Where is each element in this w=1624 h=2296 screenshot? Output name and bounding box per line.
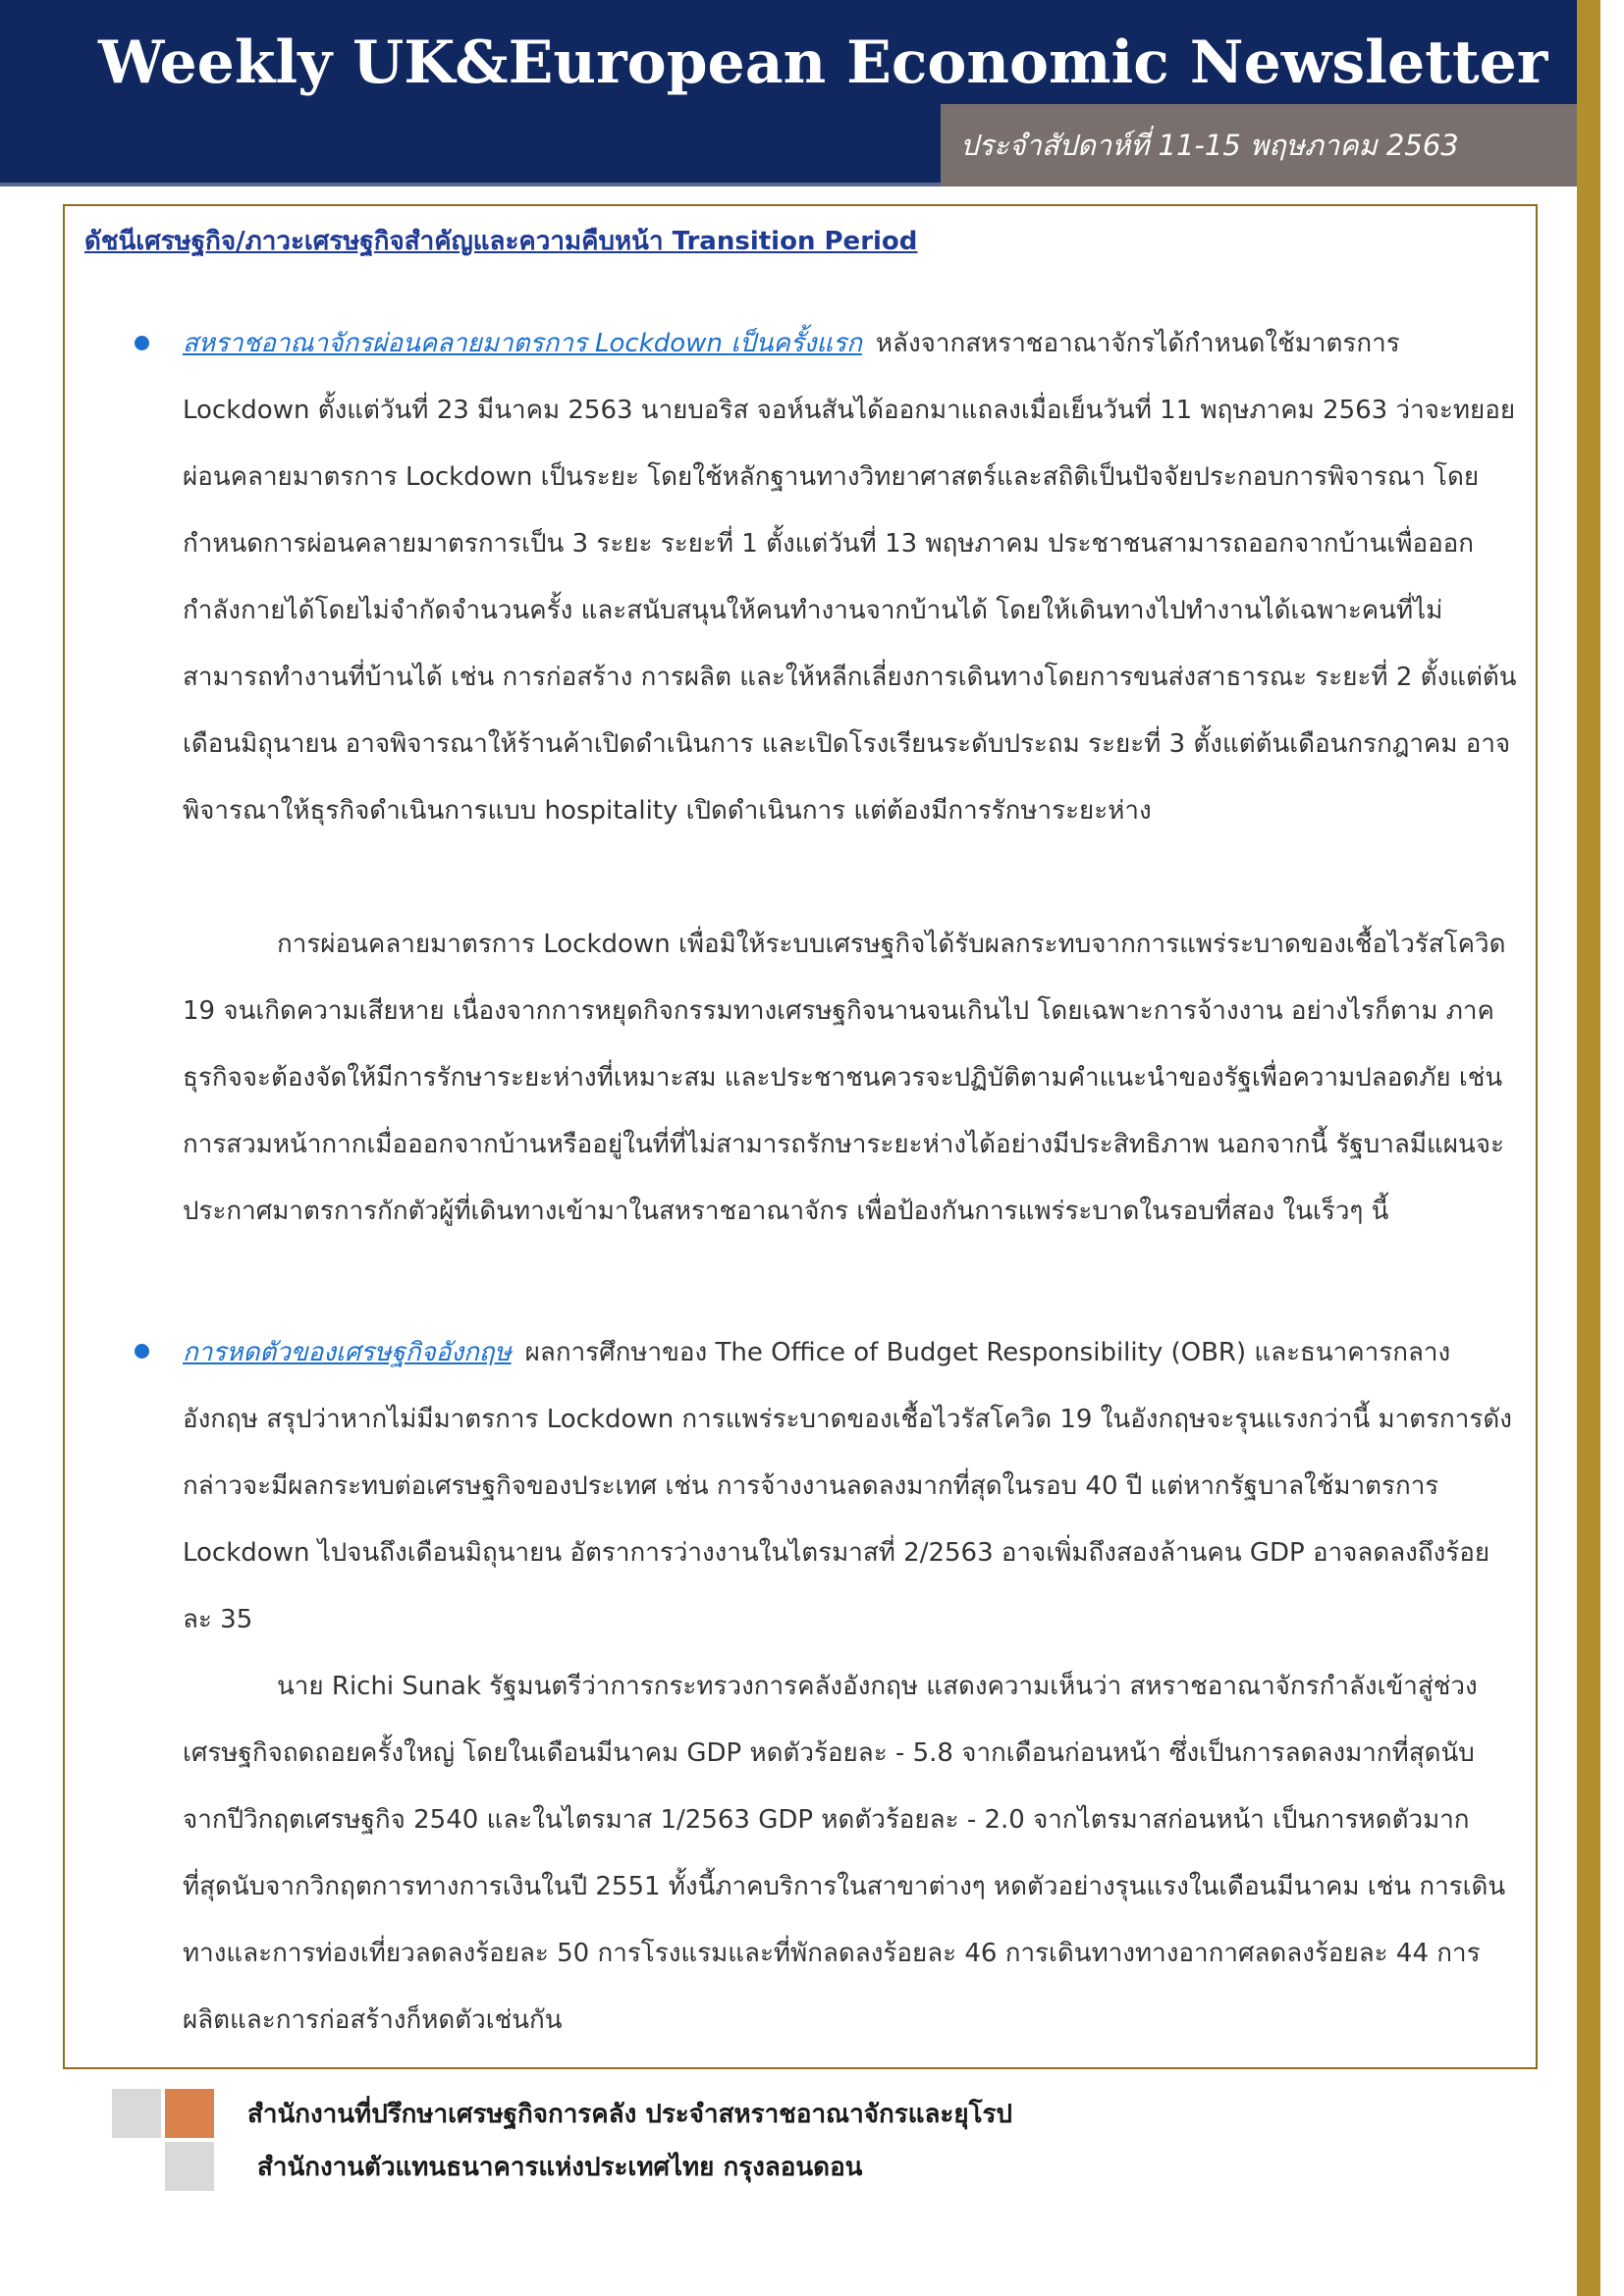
newsletter-title: Weekly UK&European Economic Newsletter <box>98 28 1548 97</box>
news-item-title[interactable]: การหดตัวของเศรษฐกิจอังกฤษ <box>183 1338 512 1367</box>
week-label-box <box>941 104 1577 187</box>
footer-logo-square-grey <box>112 2089 161 2138</box>
news-item <box>183 310 1518 844</box>
footer-logo-square-grey-lower <box>165 2142 214 2191</box>
gold-side-bar <box>1577 0 1600 2296</box>
bullet-icon <box>135 1344 149 1359</box>
news-item-body: หลังจากสหราชอาณาจักรได้กำหนดใช้มาตรการ Lockdown ตั้งแต่วันที่ 23 มีนาคม 2563 นายบอริส จอห์นสันได้ออกมาแถลงเมื่อเย็นวันที่ 11 พฤษภาคม 2563 ว่าจะทยอยผ่อนคลายมาตรการ Lockdown เป็นระยะ โดยใช้หลักฐานทางวิทยาศาสตร์และสถิติเป็นปัจจัยประกอบการพิจารณา โดยกำหนดการผ่อนคลายมาตรการเป็น 3 ระยะ ระยะที่ 1 ตั้งแต่วันที่ 13 พฤษภาคม ประชาชนสามารถออกจากบ้านเพื่อออกกำลังกายได้โดยไม่จำกัดจำนวนครั้ง และสนับสนุนให้คนทำงานจากบ้านได้ โดยให้เดินทางไปทำงานได้เฉพาะคนที่ไม่สามารถทำงานที่บ้านได้ เช่น การก่อสร้าง การผลิต และให้หลีกเลี่ยงการเดินทางโดยการขนส่งสาธารณะ ระยะที่ 2 ตั้งแต่ต้นเดือนมิถุนายน อาจพิจารณาให้ร้านค้าเปิดดำเนินการ และเปิดโรงเรียนระดับประถม ระยะที่ 3 ตั้งแต่ต้นเดือนกรกฎาคม อาจพิจารณาให้ธุรกิจดำเนินการแบบ hospitality เปิดดำเนินการ แต่ต้องมีการรักษาระยะห่าง <box>183 329 1517 826</box>
footer-logo-square-orange <box>165 2089 214 2138</box>
section-heading: ดัชนีเศรษฐกิจ/ภาวะเศรษฐกิจสำคัญและความคืบหน้า Transition Period <box>84 227 918 256</box>
bullet-icon <box>135 336 149 350</box>
week-label: ประจำสัปดาห์ที่ 11-15 พฤษภาคม 2563 <box>960 129 1459 162</box>
footer-office-name: สำนักงานที่ปรึกษาเศรษฐกิจการคลัง ประจำสหราชอาณาจักรและยุโรป <box>247 2100 1013 2129</box>
news-item-followup: นาย Richi Sunak รัฐมนตรีว่าการกระทรวงการคลังอังกฤษ แสดงความเห็นว่า สหราชอาณาจักรกำลังเข้าสู่ช่วงเศรษฐกิจถดถอยครั้งใหญ่ โดยในเดือนมีนาคม GDP หดตัวร้อยละ - 5.8 จากเดือนก่อนหน้า ซึ่งเป็นการลดลงมากที่สุดนับจากปีวิกฤตเศรษฐกิจ 2540 และในไตรมาส 1/2563 GDP หดตัวร้อยละ - 2.0 จากไตรมาสก่อนหน้า เป็นการหดตัวมากที่สุดนับจากวิกฤตการทางการเงินในปี 2551 ทั้งนี้ภาคบริการในสาขาต่างๆ หดตัวอย่างรุนแรงในเดือนมีนาคม เช่น การเดินทางและการท่องเที่ยวลดลงร้อยละ 50 การโรงแรมและที่พักลดลงร้อยละ 46 การเดินทางทางอากาศลดลงร้อยละ 44 การผลิตและการก่อสร้างก็หดตัวเช่นกัน <box>183 1672 1506 2035</box>
footer-bank-name: สำนักงานตัวแทนธนาคารแห่งประเทศไทย กรุงลอนดอน <box>257 2153 863 2182</box>
news-item <box>183 1319 1518 1653</box>
news-item-body: ผลการศึกษาของ The Office of Budget Responsibility (OBR) และธนาคารกลางอังกฤษ สรุปว่าหากไม่มีมาตรการ Lockdown การแพร่ระบาดของเชื้อไวรัสโควิด 19 ในอังกฤษจะรุนแรงกว่านี้ มาตรการดังกล่าวจะมีผลกระทบต่อเศรษฐกิจของประเทศ เช่น การจ้างงานลดลงมากที่สุดในรอบ 40 ปี แต่หากรัฐบาลใช้มาตรการ Lockdown ไปจนถึงเดือนมิถุนายน อัตราการว่างงานในไตรมาสที่ 2/2563 อาจเพิ่มถึงสองล้านคน GDP อาจลดลงถึงร้อยละ 35 <box>183 1338 1512 1634</box>
news-item-followup: การผ่อนคลายมาตรการ Lockdown เพื่อมิให้ระบบเศรษฐกิจได้รับผลกระทบจากการแพร่ระบาดของเชื้อไวรัสโควิด 19 จนเกิดความเสียหาย เนื่องจากการหยุดกิจกรรมทางเศรษฐกิจนานจนเกินไป โดยเฉพาะการจ้างงาน อย่างไรก็ตาม ภาคธุรกิจจะต้องจัดให้มีการรักษาระยะห่างที่เหมาะสม และประชาชนควรจะปฏิบัติตามคำแนะนำของรัฐเพื่อความปลอดภัย เช่น การสวมหน้ากากเมื่อออกจากบ้านหรืออยู่ในที่ที่ไม่สามารถรักษาระยะห่างได้อย่างมีประสิทธิภาพ นอกจากนี้ รัฐบาลมีแผนจะประกาศมาตรการกักตัวผู้ที่เดินทางเข้ามาในสหราชอาณาจักร เพื่อป้องกันการแพร่ระบาดในรอบที่สอง ในเร็วๆ นี้ <box>183 930 1506 1226</box>
news-item-title[interactable]: สหราชอาณาจักรผ่อนคลายมาตรการ Lockdown เป็นครั้งแรก <box>183 329 862 358</box>
